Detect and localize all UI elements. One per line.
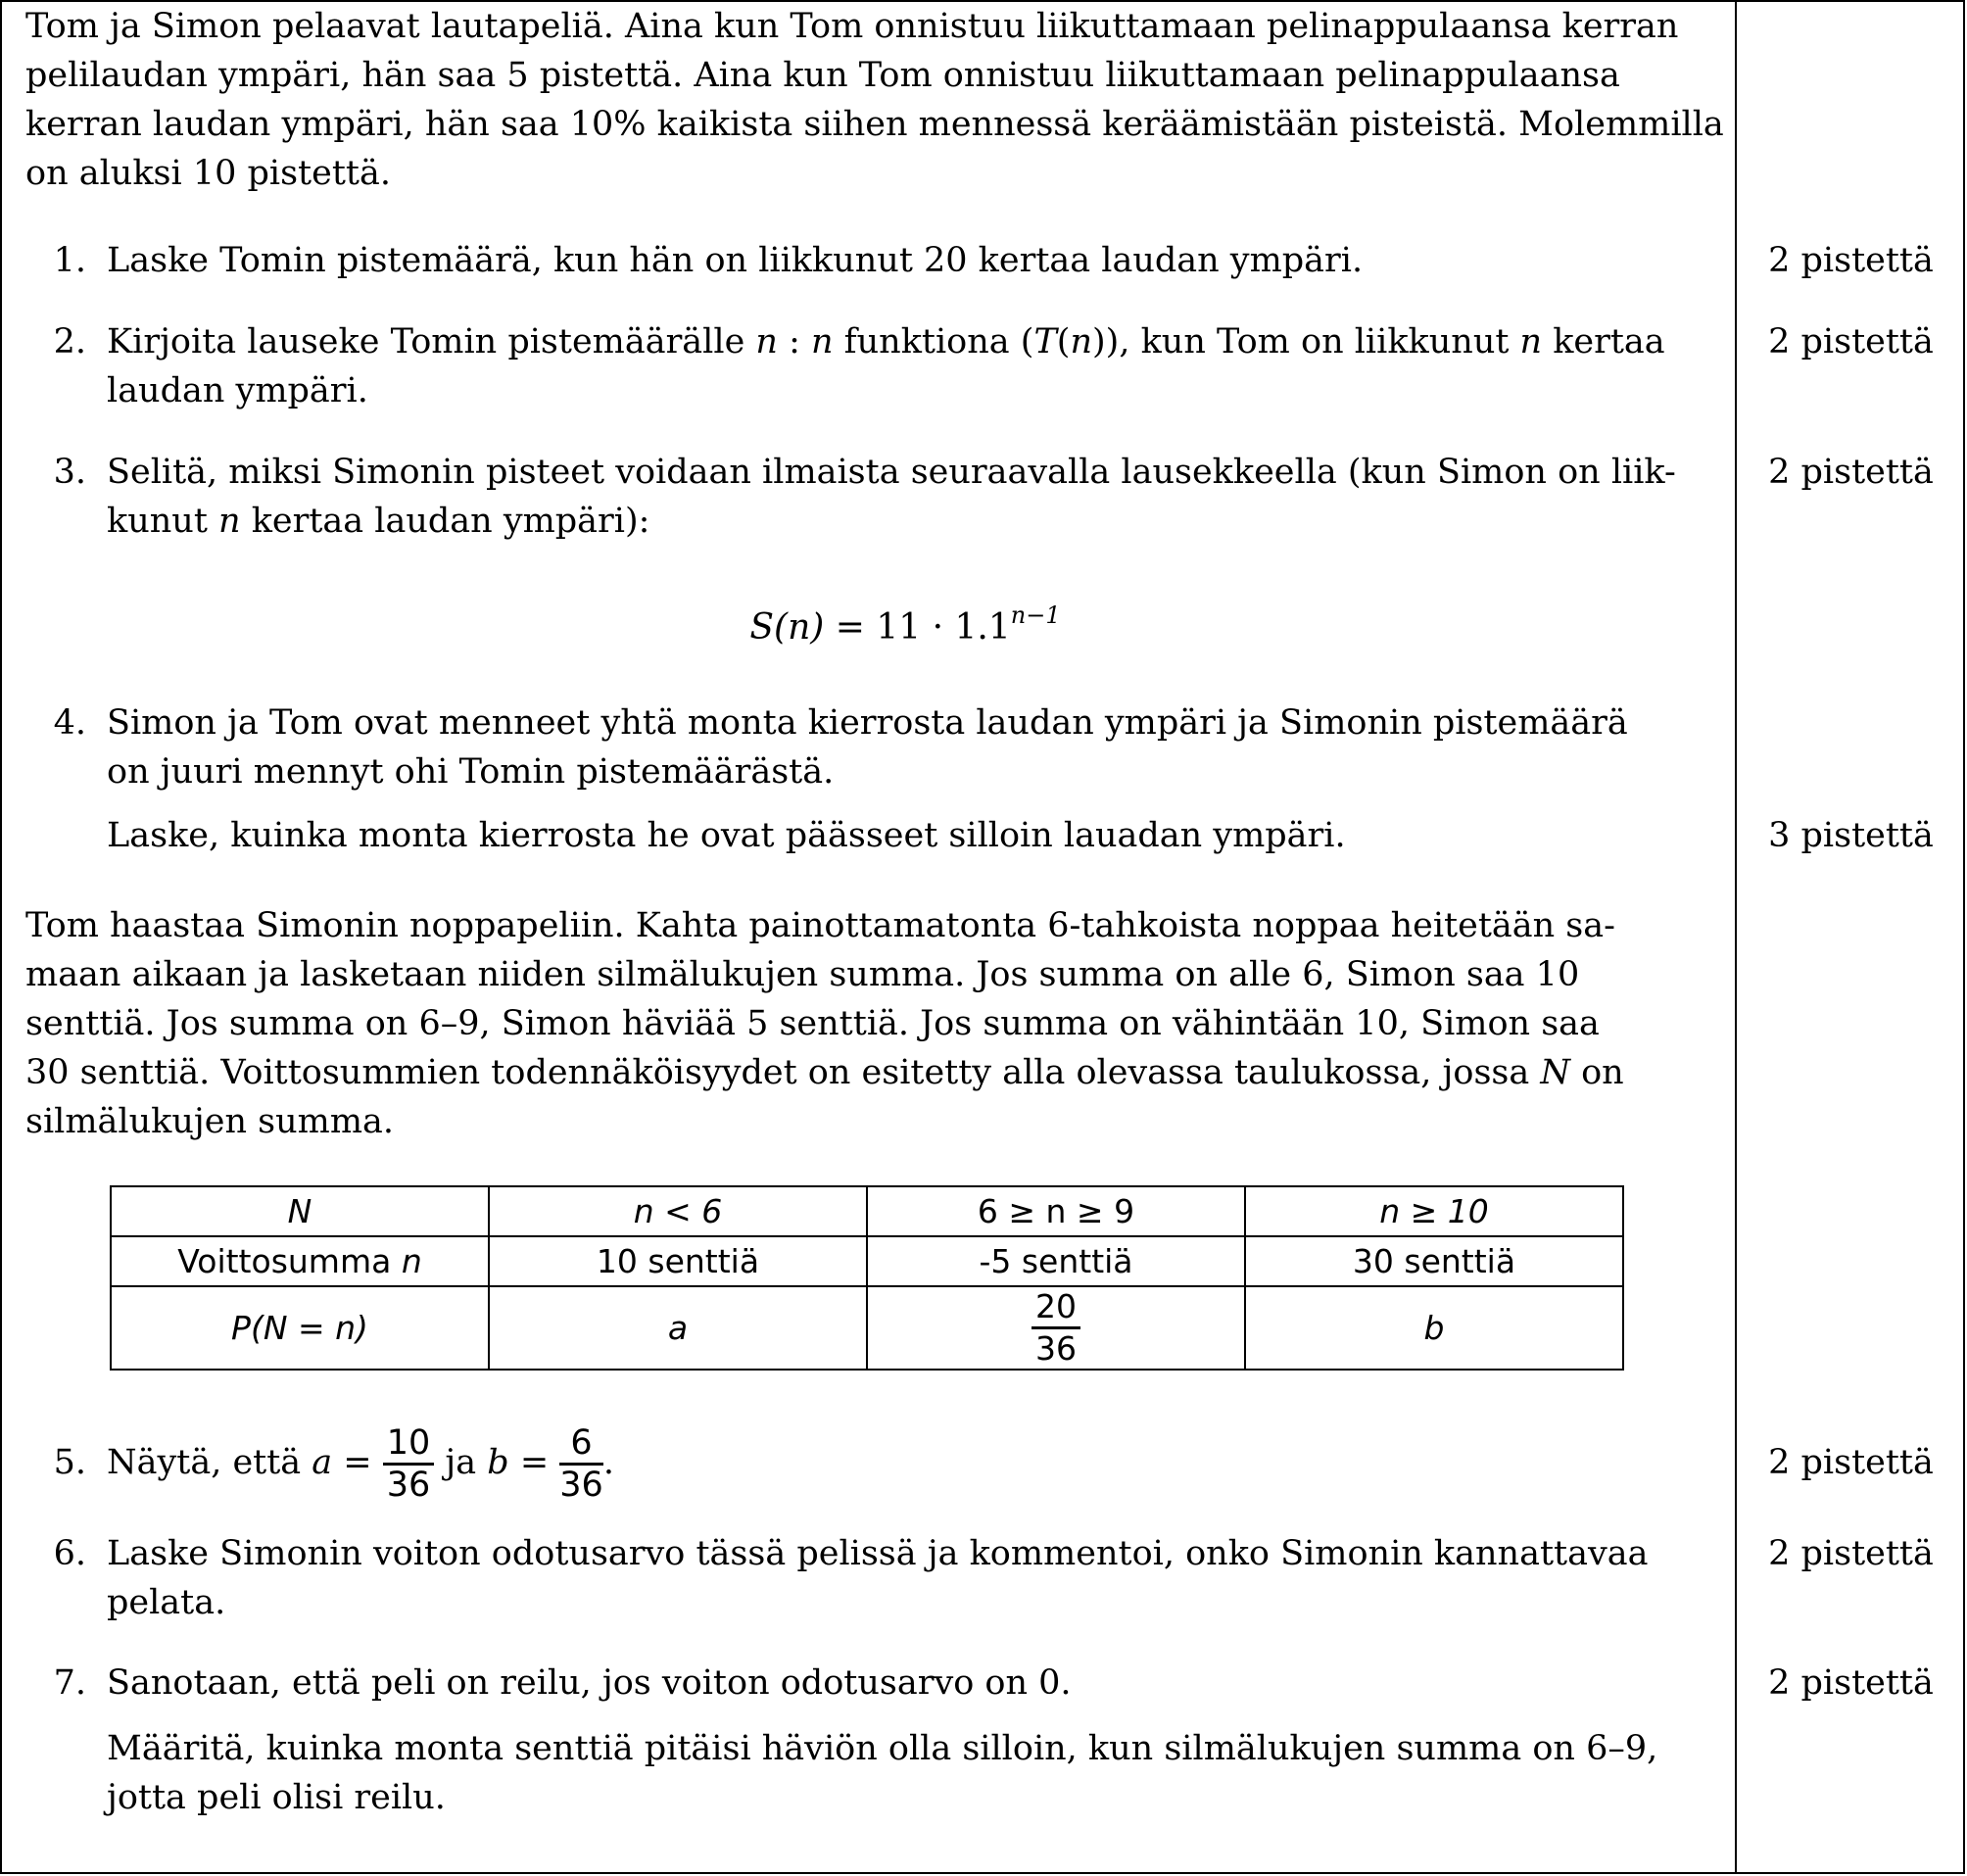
question-number: 4. <box>53 703 86 743</box>
table-cell: 6 ≥ n ≥ 9 <box>867 1186 1245 1236</box>
question-number: 1. <box>53 241 86 280</box>
question-4-line-2: on juuri mennyt ohi Tomin pistemäärästä. <box>107 752 835 792</box>
table-cell: n < 6 <box>489 1186 867 1236</box>
question-7-line-1: Sanotaan, että peli on reilu, jos voiton odotusarvo on 0. <box>107 1663 1072 1703</box>
table-cell: b <box>1245 1286 1623 1370</box>
question-1-points: 2 pistettä <box>1768 241 1934 280</box>
table-cell <box>867 1286 1245 1370</box>
fraction: $\frac{6}{36}$ <box>559 1423 603 1505</box>
question-3-points: 2 pistettä <box>1768 453 1934 492</box>
question-number: 3. <box>53 453 86 492</box>
intro-line: Tom haastaa Simonin noppapeliin. Kahta painottamatonta 6-tahkoista noppaa heitetään sa- <box>25 906 1615 945</box>
intro-line: Tom ja Simon pelaavat lautapeliä. Aina kun Tom onnistuu liikuttamaan pelinappulaansa kerran <box>25 7 1679 46</box>
question-4-line-1: Simon ja Tom ovat menneet yhtä monta kierrosta laudan ympäri ja Simonin pistemäärä <box>107 703 1628 743</box>
table-row <box>111 1186 1623 1236</box>
question-7-line-3: jotta peli olisi reilu. <box>107 1778 446 1817</box>
question-7-points: 2 pistettä <box>1768 1663 1934 1703</box>
table-cell: -5 senttiä <box>867 1236 1245 1286</box>
question-6-line-2: pelata. <box>107 1583 226 1622</box>
question-4-points: 3 pistettä <box>1768 816 1934 855</box>
table-cell: P(N = n) <box>111 1286 489 1370</box>
table-cell: a <box>489 1286 867 1370</box>
table-row <box>111 1286 1623 1370</box>
intro-line: pelilaudan ympäri, hän saa 5 pistettä. Aina kun Tom onnistuu liikuttamaan pelinappulaansa <box>25 56 1620 95</box>
table-cell: Voittosumma n <box>111 1236 489 1286</box>
question-2-line-2: laudan ympäri. <box>107 371 368 410</box>
intro-line: senttiä. Jos summa on 6–9, Simon häviää 5 senttiä. Jos summa on vähintään 10, Simon saa <box>25 1004 1600 1043</box>
question-4-line-3: Laske, kuinka monta kierrosta he ovat päässeet silloin lauadan ympäri. <box>107 816 1346 855</box>
table-row <box>111 1236 1623 1286</box>
question-6-points: 2 pistettä <box>1768 1534 1934 1573</box>
intro-line: maan aikaan ja lasketaan niiden silmälukujen summa. Jos summa on alle 6, Simon saa 10 <box>25 955 1580 994</box>
probability-table <box>110 1185 1624 1371</box>
table-cell: 10 senttiä <box>489 1236 867 1286</box>
intro-line: silmälukujen summa. <box>25 1102 394 1141</box>
question-1-text: Laske Tomin pistemäärä, kun hän on liikkunut 20 kertaa laudan ympäri. <box>107 241 1364 280</box>
question-3-line-2: kunut n kertaa laudan ympäri): <box>107 502 650 541</box>
question-5-points: 2 pistettä <box>1768 1443 1934 1482</box>
intro-line: on aluksi 10 pistettä. <box>25 154 391 193</box>
question-2-points: 2 pistettä <box>1768 322 1934 361</box>
question-number: 6. <box>53 1534 86 1573</box>
fraction: $\frac{10}{36}$ <box>383 1423 435 1505</box>
table-cell: 30 senttiä <box>1245 1236 1623 1286</box>
question-2-line-1: Kirjoita lauseke Tomin pistemäärälle n : n funktiona (T(n)), kun Tom on liikkunut n kertaa <box>107 322 1665 361</box>
question-5-text: Näytä, että a = $\frac{10}{36}$ ja b = $\frac{6}{36}$ . <box>107 1423 614 1505</box>
intro-line: 30 senttiä. Voittosummien todennäköisyydet on esitetty alla olevassa taulukossa, jossa N on <box>25 1053 1624 1092</box>
question-number: 5. <box>53 1443 86 1482</box>
fraction: $\frac{20}{36}$ <box>1031 1287 1080 1369</box>
table-cell: n ≥ 10 <box>1245 1186 1623 1236</box>
question-7-line-2: Määritä, kuinka monta senttiä pitäisi häviön olla silloin, kun silmälukujen summa on 6–9, <box>107 1729 1658 1768</box>
question-3-line-1: Selitä, miksi Simonin pisteet voidaan ilmaista seuraavalla lausekkeella (kun Simon on liik- <box>107 453 1676 492</box>
question-6-line-1: Laske Simonin voiton odotusarvo tässä pelissä ja kommentoi, onko Simonin kannattavaa <box>107 1534 1649 1573</box>
intro-line: kerran laudan ympäri, hän saa 10% kaikista siihen mennessä keräämistään pisteistä. Molemmilla <box>25 105 1724 144</box>
question-number: 7. <box>53 1663 86 1703</box>
question-number: 2. <box>53 322 86 361</box>
simon-score-formula: $S(n) = 11 \cdot 1.1^{n-1}$ <box>749 601 1061 648</box>
table-cell: N <box>111 1186 489 1236</box>
